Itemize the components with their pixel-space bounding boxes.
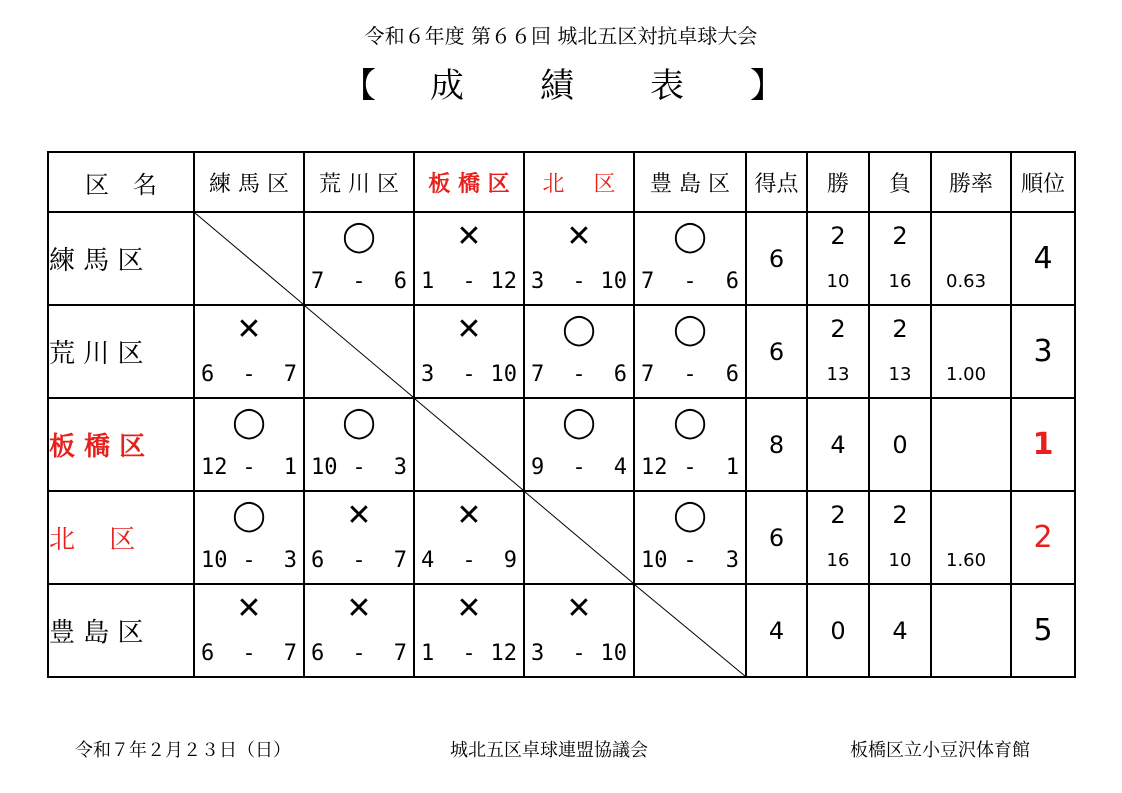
row-games-lost: 16 [888, 271, 912, 292]
title-bracket-open: 【 [342, 66, 376, 106]
match-result-cell [524, 212, 634, 305]
score-own: 12 [201, 455, 228, 480]
row-points: 8 [746, 398, 807, 491]
loss-cross-icon: ✕ [566, 591, 592, 626]
score-opponent: 6 [393, 269, 407, 294]
match-result-cell [414, 491, 524, 584]
score-own: 1 [421, 641, 435, 666]
self-match-cell [524, 491, 634, 584]
match-score [421, 640, 517, 668]
header-team-kita: 北 区 [524, 152, 634, 212]
row-losses-count: 2 [892, 222, 908, 250]
score-separator: - [352, 641, 366, 666]
table-row [48, 212, 1075, 305]
row-wins-count: 2 [830, 222, 846, 250]
self-match-cell [634, 584, 746, 677]
row-losses [869, 491, 931, 584]
self-match-diagonal [635, 585, 745, 676]
table-header-row [48, 152, 1075, 212]
tournament-subtitle: 令和６年度 第６６回 城北五区対抗卓球大会 [364, 24, 758, 48]
match-result-cell [304, 584, 414, 677]
row-wins [807, 584, 869, 677]
match-result [305, 399, 413, 490]
row-win-rate-value: 0.63 [946, 271, 987, 292]
title-char-3: 表 [650, 66, 684, 106]
row-games-won: 13 [826, 364, 850, 385]
match-result-cell [304, 491, 414, 584]
match-score [531, 268, 627, 296]
match-result-cell [524, 398, 634, 491]
loss-cross-icon: ✕ [236, 591, 262, 626]
match-result [525, 213, 633, 304]
row-games-lost: 10 [888, 550, 912, 571]
score-opponent: 7 [393, 548, 407, 573]
win-circle-icon: ◯ [342, 219, 376, 254]
score-separator: - [352, 269, 366, 294]
match-result-cell [304, 212, 414, 305]
score-own: 3 [531, 641, 545, 666]
match-result-cell [634, 212, 746, 305]
match-result-cell [524, 584, 634, 677]
diagonal-stroke [525, 492, 633, 583]
diagonal-stroke [635, 585, 745, 676]
row-losses [869, 305, 931, 398]
match-result-cell [194, 305, 304, 398]
title-bracket-close: 】 [750, 66, 784, 106]
row-win-rate-value: 1.60 [946, 550, 987, 571]
match-result [195, 306, 303, 397]
match-result [195, 492, 303, 583]
match-result-cell [194, 398, 304, 491]
score-own: 4 [421, 548, 435, 573]
match-result-cell [524, 305, 634, 398]
score-opponent: 9 [503, 548, 517, 573]
row-rank: 4 [1011, 212, 1075, 305]
row-rank: 1 [1011, 398, 1075, 491]
self-match-cell [414, 398, 524, 491]
match-score [311, 640, 407, 668]
table-body [48, 212, 1075, 677]
match-result [415, 213, 523, 304]
row-district-name: 豊 島 区 [48, 584, 194, 677]
match-result [525, 399, 633, 490]
diagonal-stroke [195, 213, 303, 304]
win-circle-icon: ◯ [342, 405, 376, 440]
organizer-name: 城北五区卓球連盟協議会 [450, 740, 648, 761]
match-result [415, 585, 523, 676]
match-result-cell [194, 584, 304, 677]
self-match-cell [304, 305, 414, 398]
match-result-cell [414, 305, 524, 398]
row-wins-count: 2 [830, 501, 846, 529]
match-result [635, 213, 745, 304]
title-char-1: 成 [430, 66, 464, 106]
score-opponent: 10 [600, 269, 627, 294]
score-opponent: 3 [725, 548, 739, 573]
row-district-name: 板 橋 区 [48, 398, 194, 491]
row-losses [869, 584, 931, 677]
self-match-diagonal [415, 399, 523, 490]
match-score [311, 547, 407, 575]
score-own: 7 [641, 269, 655, 294]
score-separator: - [462, 641, 476, 666]
match-result-cell [634, 398, 746, 491]
score-own: 10 [311, 455, 338, 480]
header-rank: 順位 [1011, 152, 1075, 212]
results-table [47, 151, 1076, 678]
table-row [48, 398, 1075, 491]
match-result [635, 492, 745, 583]
diagonal-line [305, 306, 413, 397]
match-result [635, 399, 745, 490]
loss-cross-icon: ✕ [346, 498, 372, 533]
row-wins [807, 305, 869, 398]
score-separator: - [683, 548, 697, 573]
win-circle-icon: ◯ [673, 219, 707, 254]
match-score [421, 547, 517, 575]
header-win-rate: 勝率 [931, 152, 1011, 212]
match-score [641, 547, 739, 575]
score-separator: - [352, 455, 366, 480]
match-score [641, 454, 739, 482]
row-district-name: 練 馬 区 [48, 212, 194, 305]
diagonal-stroke [415, 399, 523, 490]
header-team-toshima: 豊 島 区 [634, 152, 746, 212]
loss-cross-icon: ✕ [456, 219, 482, 254]
score-own: 6 [311, 548, 325, 573]
table-row [48, 491, 1075, 584]
match-result-cell [414, 584, 524, 677]
score-separator: - [242, 362, 256, 387]
row-win-rate [931, 305, 1011, 398]
self-match-diagonal [525, 492, 633, 583]
match-result [525, 306, 633, 397]
win-circle-icon: ◯ [673, 312, 707, 347]
match-result-cell [194, 491, 304, 584]
match-score [311, 268, 407, 296]
score-own: 6 [311, 641, 325, 666]
row-district-name: 荒 川 区 [48, 305, 194, 398]
results-title [342, 62, 784, 110]
match-score [531, 640, 627, 668]
match-score [201, 454, 297, 482]
score-opponent: 1 [283, 455, 297, 480]
score-own: 7 [531, 362, 545, 387]
row-losses [869, 212, 931, 305]
diagonal-line [195, 213, 303, 304]
match-score [421, 268, 517, 296]
diagonal-line [525, 492, 633, 583]
score-separator: - [572, 269, 586, 294]
header-losses: 負 [869, 152, 931, 212]
score-opponent: 3 [283, 548, 297, 573]
row-wins-count: 0 [830, 616, 846, 645]
match-score [531, 361, 627, 389]
match-score [201, 640, 297, 668]
row-win-rate [931, 491, 1011, 584]
score-opponent: 7 [283, 362, 297, 387]
match-result [635, 306, 745, 397]
score-opponent: 1 [725, 455, 739, 480]
header-district-name: 区 名 [48, 152, 194, 212]
title-char-2: 績 [540, 66, 574, 106]
match-score [641, 361, 739, 389]
score-own: 9 [531, 455, 545, 480]
table-row [48, 584, 1075, 677]
row-points: 6 [746, 305, 807, 398]
row-win-rate [931, 584, 1011, 677]
row-losses-count: 2 [892, 501, 908, 529]
match-score [201, 547, 297, 575]
score-opponent: 12 [490, 641, 517, 666]
score-opponent: 10 [600, 641, 627, 666]
loss-cross-icon: ✕ [236, 312, 262, 347]
self-match-diagonal [195, 213, 303, 304]
win-circle-icon: ◯ [673, 405, 707, 440]
score-opponent: 7 [283, 641, 297, 666]
row-points: 6 [746, 212, 807, 305]
row-losses [869, 398, 931, 491]
row-losses-count: 0 [892, 430, 908, 459]
match-result-cell [634, 305, 746, 398]
row-win-rate [931, 212, 1011, 305]
header-wins: 勝 [807, 152, 869, 212]
row-district-name: 北 区 [48, 491, 194, 584]
row-games-won: 16 [826, 550, 850, 571]
loss-cross-icon: ✕ [456, 591, 482, 626]
event-date: 令和７年２月２３日（日） [75, 740, 291, 761]
row-points: 6 [746, 491, 807, 584]
row-losses-count: 2 [892, 315, 908, 343]
match-result-cell [634, 491, 746, 584]
score-own: 7 [641, 362, 655, 387]
score-opponent: 3 [393, 455, 407, 480]
row-wins [807, 491, 869, 584]
match-result [195, 399, 303, 490]
match-result [525, 585, 633, 676]
score-separator: - [462, 362, 476, 387]
table-row [48, 305, 1075, 398]
self-match-diagonal [305, 306, 413, 397]
score-opponent: 6 [725, 362, 739, 387]
row-games-won: 10 [826, 271, 850, 292]
score-opponent: 6 [613, 362, 627, 387]
score-separator: - [242, 455, 256, 480]
score-own: 12 [641, 455, 668, 480]
score-opponent: 12 [490, 269, 517, 294]
score-separator: - [683, 362, 697, 387]
score-own: 1 [421, 269, 435, 294]
score-separator: - [462, 548, 476, 573]
row-wins [807, 398, 869, 491]
loss-cross-icon: ✕ [346, 591, 372, 626]
win-circle-icon: ◯ [562, 312, 596, 347]
match-score [531, 454, 627, 482]
match-result [415, 306, 523, 397]
row-rank: 5 [1011, 584, 1075, 677]
score-own: 10 [641, 548, 668, 573]
match-result [415, 492, 523, 583]
match-score [641, 268, 739, 296]
match-result [195, 585, 303, 676]
score-separator: - [572, 362, 586, 387]
score-separator: - [462, 269, 476, 294]
row-games-lost: 13 [888, 364, 912, 385]
win-circle-icon: ◯ [562, 405, 596, 440]
row-win-rate [931, 398, 1011, 491]
score-own: 6 [201, 641, 215, 666]
match-score [311, 454, 407, 482]
match-result-cell [414, 212, 524, 305]
score-own: 3 [531, 269, 545, 294]
score-separator: - [242, 548, 256, 573]
row-points: 4 [746, 584, 807, 677]
score-separator: - [242, 641, 256, 666]
score-own: 3 [421, 362, 435, 387]
match-score [201, 361, 297, 389]
row-win-rate-value: 1.00 [946, 364, 987, 385]
row-wins [807, 212, 869, 305]
row-wins-count: 2 [830, 315, 846, 343]
score-own: 6 [201, 362, 215, 387]
self-match-cell [194, 212, 304, 305]
score-separator: - [683, 455, 697, 480]
score-opponent: 4 [613, 455, 627, 480]
score-separator: - [683, 269, 697, 294]
loss-cross-icon: ✕ [456, 312, 482, 347]
score-own: 7 [311, 269, 325, 294]
diagonal-stroke [305, 306, 413, 397]
diagonal-line [415, 399, 523, 490]
header-team-nerima: 練 馬 区 [194, 152, 304, 212]
win-circle-icon: ◯ [673, 498, 707, 533]
score-separator: - [572, 455, 586, 480]
row-losses-count: 4 [892, 616, 908, 645]
header-points: 得点 [746, 152, 807, 212]
venue-name: 板橋区立小豆沢体育館 [850, 740, 1030, 761]
match-score [421, 361, 517, 389]
match-result [305, 213, 413, 304]
match-result-cell [304, 398, 414, 491]
row-rank: 3 [1011, 305, 1075, 398]
win-circle-icon: ◯ [232, 498, 266, 533]
score-opponent: 7 [393, 641, 407, 666]
header-team-arakawa: 荒 川 区 [304, 152, 414, 212]
score-opponent: 6 [725, 269, 739, 294]
loss-cross-icon: ✕ [456, 498, 482, 533]
score-opponent: 10 [490, 362, 517, 387]
header-team-itabashi: 板 橋 区 [414, 152, 524, 212]
score-own: 10 [201, 548, 228, 573]
win-circle-icon: ◯ [232, 405, 266, 440]
loss-cross-icon: ✕ [566, 219, 592, 254]
row-wins-count: 4 [830, 430, 846, 459]
score-separator: - [572, 641, 586, 666]
match-result [305, 585, 413, 676]
diagonal-line [635, 585, 745, 676]
row-rank: 2 [1011, 491, 1075, 584]
match-result [305, 492, 413, 583]
score-separator: - [352, 548, 366, 573]
